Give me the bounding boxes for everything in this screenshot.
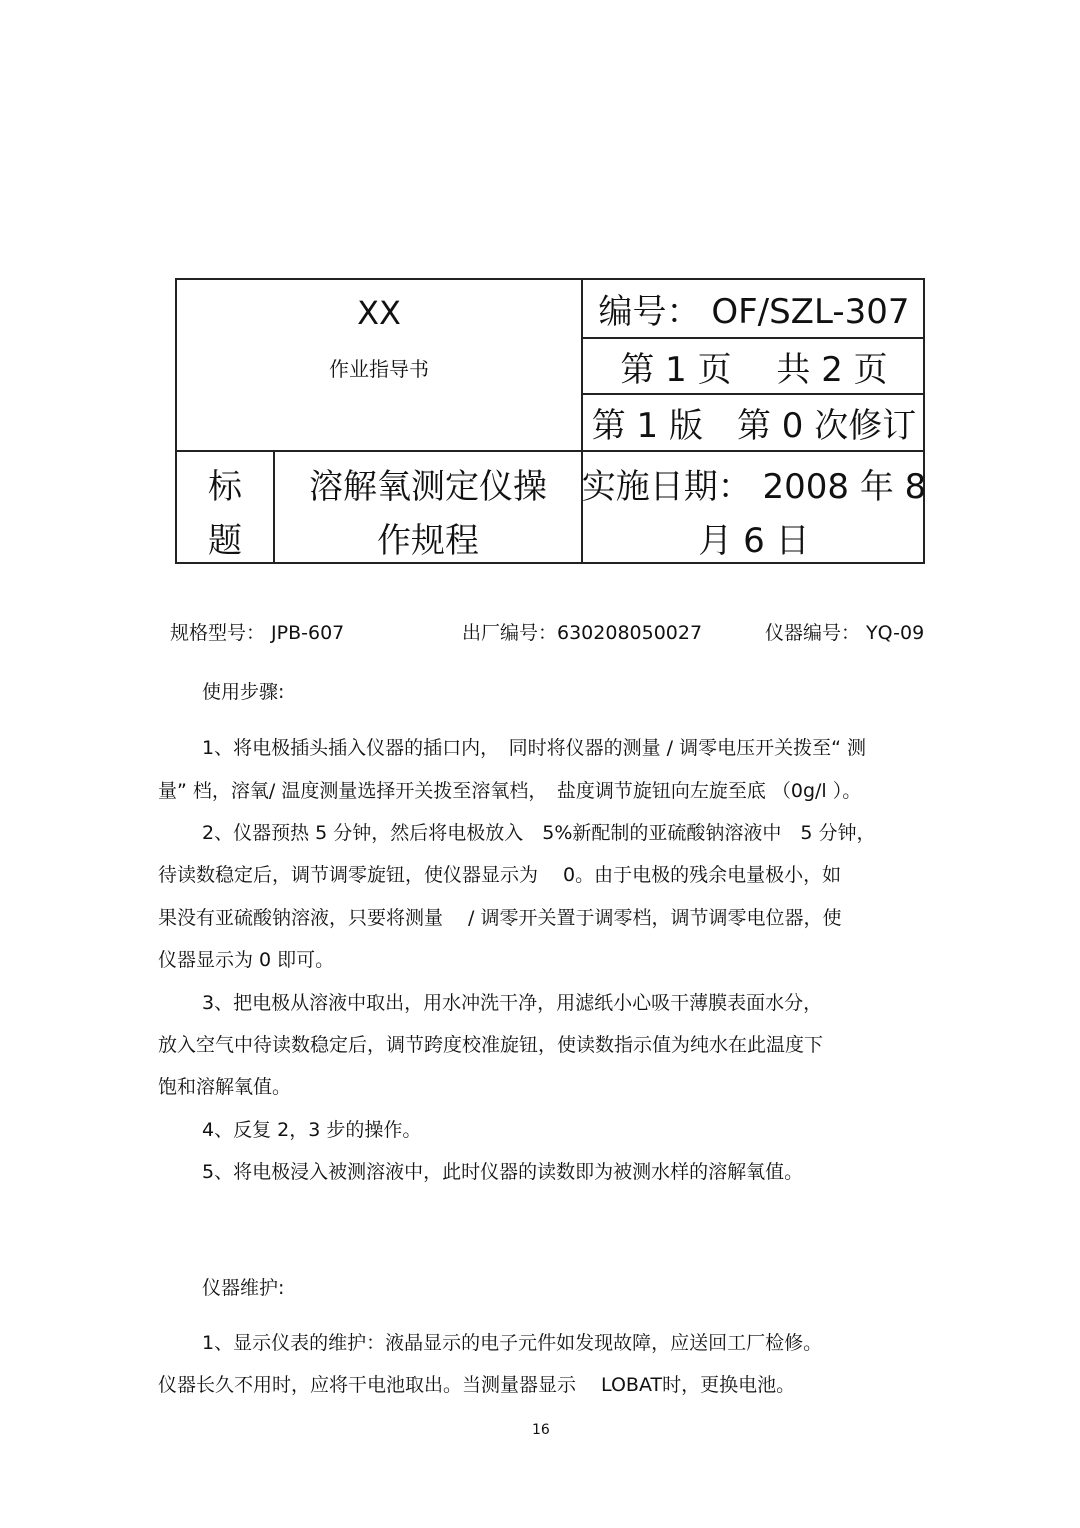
implementation-date-2: 月 6 日 <box>698 520 810 561</box>
usage-line: 2、仪器预热 5 分钟，然后将电极放入 5%新配制的亚硫酸钠溶液中 5 分钟， <box>202 822 876 844</box>
page-number: 16 <box>532 1422 550 1438</box>
doc-title-2: 作规程 <box>377 520 479 561</box>
header-table <box>175 278 925 564</box>
usage-line: 果没有亚硫酸钠溶液，只要将测量 / 调零开关置于调零档，调节调零电位器，使 <box>158 907 842 929</box>
title-label-2: 题 <box>208 520 242 561</box>
model-spec: 规格型号： JPB-607 <box>170 622 345 644</box>
company-name: XX <box>357 294 401 332</box>
instrument-number: 仪器编号： YQ-09 <box>765 622 925 644</box>
maintenance-line: 仪器长久不用时，应将干电池取出。当测量器显示 LOBAT时，更换电池。 <box>158 1374 796 1396</box>
maintenance-line: 1、显示仪表的维护：液晶显示的电子元件如发现故障，应送回工厂检修。 <box>202 1332 823 1354</box>
page-info: 第 1 页 共 2 页 <box>620 349 888 390</box>
usage-line: 仪器显示为 0 即可。 <box>158 949 335 971</box>
divider-row3 <box>177 450 925 452</box>
doc-type: 作业指导书 <box>329 356 429 381</box>
usage-line: 4、反复 2，3 步的操作。 <box>202 1119 422 1141</box>
usage-heading: 使用步骤: <box>202 681 285 703</box>
usage-line: 3、把电极从溶液中取出，用水冲洗干净，用滤纸小心吸干薄膜表面水分， <box>202 992 823 1014</box>
usage-line: 待读数稳定后，调节调零旋钮，使仪器显示为 0。由于电极的残余电量极小，如 <box>158 864 842 886</box>
implementation-date-1: 实施日期： 2008 年 8 <box>581 466 927 507</box>
doc-title-1: 溶解氧测定仪操 <box>309 466 547 507</box>
usage-line: 饱和溶解氧值。 <box>158 1076 292 1098</box>
usage-line: 1、将电极插头插入仪器的插口内， 同时将仪器的测量 / 调零电压开关拨至“ 测 <box>202 737 866 759</box>
usage-line: 放入空气中待读数稳定后，调节跨度校准旋钮，使读数指示值为纯水在此温度下 <box>158 1034 824 1056</box>
usage-line: 量” 档，溶氧/ 温度测量选择开关拨至溶氧档， 盐度调节旋钮向左旋至底 （0g/l ）。 <box>158 780 862 802</box>
doc-number: 编号： OF/SZL-307 <box>598 292 910 332</box>
serial-number: 出厂编号：630208050027 <box>462 622 703 644</box>
version-info: 第 1 版 第 0 次修订 <box>591 406 917 446</box>
maintenance-heading: 仪器维护: <box>202 1277 285 1299</box>
title-label-1: 标 <box>208 466 242 507</box>
usage-line: 5、将电极浸入被测溶液中，此时仪器的读数即为被测水样的溶解氧值。 <box>202 1161 804 1183</box>
